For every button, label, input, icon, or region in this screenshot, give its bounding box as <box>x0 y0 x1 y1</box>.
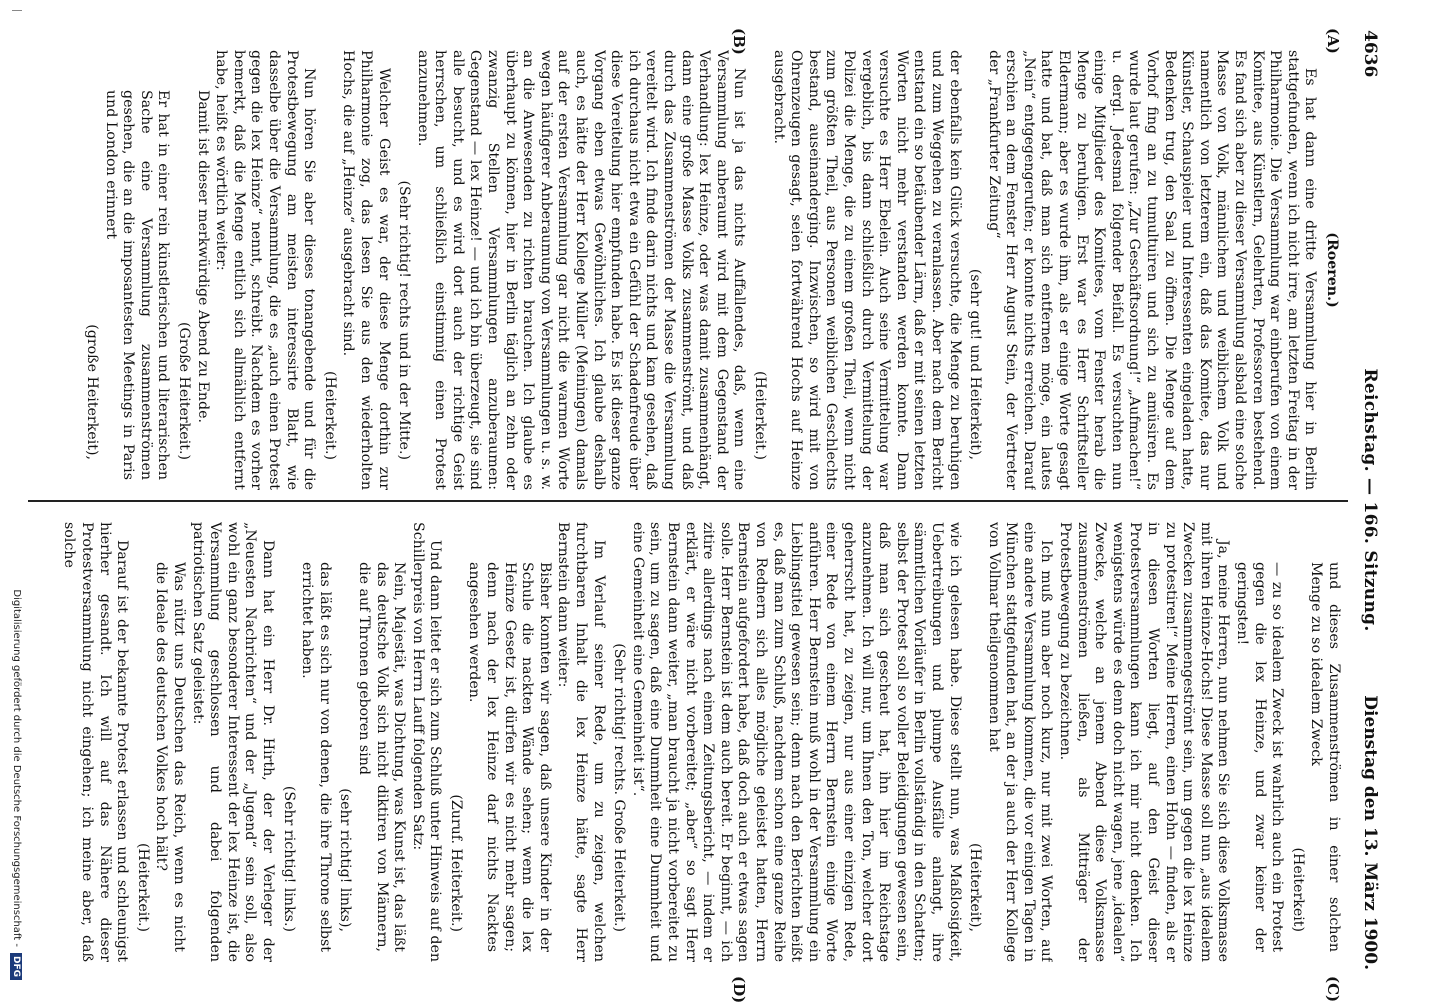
paragraph: Nun hören Sie aber dieses tonangebende und für die Protestbewegung am meisten interessirte Blatt, wie dasselbe über die Versammlung, die es „auch einen Protest gegen die lex Heinze“ nennt, schreibt. Nachdem es vorher bemerkt, daß die Menge entlich sich allmählich entfernt habe, heißt es wörtlich weiter: <box>213 50 318 490</box>
remark: (große Heiterkeit), <box>84 324 101 460</box>
credit-text: Digitalisierung gefördert durch die Deutsche Forschungsgemeinschaft - <box>11 589 22 947</box>
paragraph: Im Verlauf seiner Rede, um zu zeigen, welchen furchtbaren Inhalt die lex Heinze hätte, sagte Herr Bernstein dann weiter: <box>555 522 607 962</box>
speaker-name: (Roeren.) <box>1324 232 1340 308</box>
remark: (Heiterkeit.) <box>752 371 768 460</box>
page-number: 4636 <box>1360 30 1380 78</box>
paragraph: Nun ist ja das nichts Auffallendes, daß, wenn eine Versammlung anberaumt wird mit dem Gegenstand der Verhandlung: lex Heinze, oder was damit zusammenhängt, dann eine große Masse Volks zusammenströmt, und daß durch das Zusammenströmen der Masse die Versammlung vereitelt wird. Ich finde darin nichts und kam gesehen, daß ich durchaus nicht etwa ein Gefühl der Schadenfreude über diese Vereitelung hier empfunden habe. Es ist dieser ganze Vorgang eben etwas Gewöhnliches. Ich glaube deshalb auch, es hätte der Herr Kollege Müller (Meiningen) damals auf der ersten Versammlung gar nicht die warmen Worte wegen häufigerer Anberaumung von Versammlungen u. s. w. an die Anwesenden zu richten brauchen. Ich glaube es überhaupt zu können, hier in Berlin täglich an zehn oder zwanzig Stellen Versammlungen anzuberaumen: Gegenstand — lex Heinze! — und ich bin überzeugt, sie sind alle besucht, und es wird dort auch der richtige Geist herrschen, um schließlich einstimmig einen Protest anzunehmen. <box>414 50 748 490</box>
dfg-logo: DFG <box>10 953 22 980</box>
quotation: Was nützt uns Deutschen das Reich, wenn es nicht die Ideale des deutschen Volkes hoch hält? <box>153 562 187 952</box>
margin-marker-c: (C) <box>1324 976 1342 1003</box>
quotation: Bisher konnten wir sagen, daß unsere Kinder in der Schule die nackten Wände sehen; wenn die lex Heinze Gesetz ist, dürfen wir es nicht mehr sagen; denn nach der lex Heinze darf nichts Nacktes angesehen werden. <box>466 562 553 952</box>
page-header <box>1352 30 1382 970</box>
margin-marker-a: (A) <box>1324 28 1342 54</box>
paragraph: Dann hat ein Herr Dr. Hirth, der der Verleger der „Neuesten Nachrichten“ und der „Jugend“ sein soll, also wohl ein ganz besonderer Interessent der lex Heinze ist, die Versammlung geschlossen und dabei folgenden patriotischen Satz geleistet: <box>189 522 276 962</box>
remark: (Sehr richtig! rechts und in der Mitte.) <box>396 180 413 460</box>
margin-marker-b: (B) <box>730 28 748 55</box>
remark: (Heiterkeit.) <box>134 843 151 932</box>
header-date: Dienstag den 13. März 1900. <box>1360 695 1380 970</box>
digitization-credit <box>4 420 22 980</box>
remark: (Große Heiterkeit.) <box>176 321 192 460</box>
paragraph: Ich muß nun aber noch kurz, nur mit zwei Worten, auf eine andere Versammlung kommen, die vor einigen Tagen in München stattgefunden hat, an der ja auch der Herr Kollege von Vollmar theilgenommen hat <box>985 522 1055 962</box>
remark: (Sehr richtig! rechts. Große Heiterkeit.) <box>611 643 628 932</box>
paragraph: wie ich gelesen habe. Diese stellt nun, was Maßlosigkeit, Uebertreibungen und plumpe Ausfälle anlangt, ihre sämmtlichen Vorläufer in Berlin vollständig in den Schatten; selbst der Protest soll so voller Beleidigungen gewesen sein, daß man sich gescheut hat, ihn hier im Reichstage anzunehmen. Ich will nur, um Ihnen den Ton, welcher dort geherrscht hat, zu zeigen, nur aus einer einzigen Rede, einer Rede von einem Herrn Bernstein einige Worte anführen. Herr Bernstein muß wohl in der Versammlung ein Lieblingstitel gewesen sein; denn nach den Berichten heißt es, daß man zum Schluß, nachdem schon eine ganze Reihe von Rednern sich alles mögliche geleistet hatten, Herrn Bernstein aufgefordert habe, daß doch auch er etwas sagen solle. Herr Bernstein ist dem auch bereit. Er beginnt, — ich zitire allerdings nach einem Zeitungsbericht, — indem er erklärt, er wäre nicht vorbereitet; „aber“ so sagt Herr Bernstein dann weiter, „man braucht ja nicht vorbereitet zu sein, um zu sagen, daß eine Dummheit eine Dummheit und eine Gemeinheit eine Gemeinheit ist“. <box>629 522 963 962</box>
quotation: Er hat in einer rein künstlerischen und literarischen Sache eine Versammlung zusammenströmen gesehen, die an die imposantesten Meetings in Paris und London erinnert <box>102 90 172 480</box>
header-title: Reichstag. — 166. Sitzung. <box>1360 368 1380 632</box>
page-edge-mark <box>12 10 22 17</box>
remark: (Heiterkeit.) <box>321 371 338 460</box>
margin-marker-d: (D) <box>730 976 748 1003</box>
remark: (Sehr richtig! links.) <box>280 785 297 932</box>
paragraph: Es hat dann eine dritte Versammlung hier in Berlin stattgefunden, wenn ich nicht irre, am letzten Freitag in der Philharmonie. Die Versammlung war einberufen von einem Komitee, aus Künstlern, Gelehrten, Professoren bestehend. Es fand sich aber zu dieser Versammlung alsbald eine solche Masse von Volk, männlichem und weiblichem Volk und namentlich von letzterem ein, daß das Komitee, das nur Künstler, Schauspieler und Interessenten eingeladen hatte, Bedenken trug, den Saal zu öffnen. Die Menge auf dem Vorhof fing an zu tumultuiren und sich zu amüsiren. Es wurde laut gerufen: „Zur Geschäftsordnung!“ „Aufmachen!“ u. dergl. Jedesmal folgender Beifall. Es versuchten nun einige Mitglieder des Komitees, vom Fenster herab die Menge zu beruhigen. Erst war es Herr Schriftsteller Eldermann; aber es wurde ihm, als er einige Worte gesagt hatte und bat, daß man sich entfernen möge, ein lautes „Nein“ entgegengerufen; er konnte nichts erreichen. Darauf erschien an dem Fenster Herr August Stein, der Vertreter der „Frankfurter Zeitung“ <box>985 50 1319 490</box>
quotation: — zu so idealem Zweck ist wahrlich auch ein Protest gegen die lex Heinze, und zwar keiner der geringsten! <box>1234 562 1286 952</box>
paragraph: Und dann leitet er sich zum Schluß unter Hinweis auf den Schillerpreis von Herrn Lauff folgenden Satz: <box>409 522 444 962</box>
remark: (sehr richtig! links), <box>337 788 354 932</box>
left-column <box>32 50 1342 490</box>
remark: (sehr gut! und Heiterkeit), <box>967 268 984 460</box>
remark: (Zuruf. Heiterkeit.) <box>447 794 464 932</box>
column-divider <box>28 500 1348 502</box>
paragraph: Ja, meine Herren, nun nehmen Sie sich diese Volksmasse mit ihren Heinze-Hochs! Diese Masse soll nun „aus idealem Zwecken zusammengeströmt sein, um gegen die lex Heinze zu protestiren!“ Meine Herren, einen Hohn — finden, als er in diesen Worten liegt, auf den Geist dieser Protestversammlungen kann ich mir nicht denken. Ich wenigstens würde es denn doch nicht wagen, jene „idealen“ Zwecke, welche an jenem Abend diese Volksmasse zusammenströmen ließen, als Mitträger der Protestbewegung zu bezeichnen. <box>1057 522 1232 962</box>
quotation: und dieses Zusammenströmen in einer solchen Menge zu so idealem Zweck <box>1308 562 1342 952</box>
remark: (Heiterkeit) <box>1289 847 1306 932</box>
paragraph: der ebenfalls kein Glück versuchte, die Menge zu beruhigen und zum Weggehen zu veranlassen. Aber nach dem Bericht entstand ein so betäubender Lärm, daß er mit seinen letzten Worten nicht mehr verstanden werden konnte. Dann versuchte es Herr Ebelein. Auch seine Vermittelung war vergeblich, bis dann schließlich durch Vermittelung der Polizei die Menge, die zu einem großen Theil, wenn nicht zum größten Theil, aus Personen weiblichen Geschlechts bestand, auseinanderging. Inzwischen, so wird mit von Ohrenzeugen gesagt, seien fortwährend Hochs auf Heinze ausgebracht. <box>770 50 963 490</box>
right-column <box>32 522 1342 962</box>
quotation: das läßt es sich nur von denen, die ihre Throne selbst errichtet haben. <box>299 562 333 952</box>
remark: (Heiterkeit), <box>967 843 984 932</box>
quotation: Damit ist dieser merkwürdige Abend zu Ende. <box>194 90 211 424</box>
quotation: Nein, Majestät, was Dichtung, was Kunst ist, das läßt das deutsche Volk sich nicht diktiren von Männern, die auf Thronen geboren sind <box>355 562 408 952</box>
paragraph: Welcher Geist es war, der diese Menge dorthin zur Philharmonie zog, das lesen Sie aus den wiederholten Hochs, die auf „Heinze“ ausgebracht sind. <box>340 50 392 490</box>
paragraph: Darauf ist der bekannte Protest erlassen und schleunigst hierher gesandt. Ich will auf das Nähere dieser Protestversammlung nicht eingehen; ich meine aber, daß solche <box>61 522 131 962</box>
